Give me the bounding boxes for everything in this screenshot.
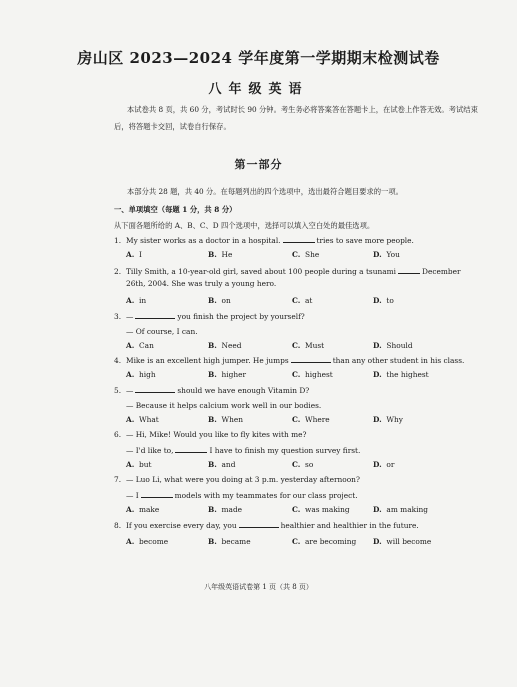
question-text: — Hi, Mike! Would you like to fly kites with me? [126, 430, 307, 439]
question-number: 3. [114, 312, 122, 321]
option-letter: B. [208, 370, 217, 379]
question-text-continued: — Because it helps calcium work well in our bodies. [126, 401, 322, 410]
part-title: 第一部分 [234, 158, 283, 171]
question-3 [114, 310, 490, 338]
question-text-continued: models with my teammates for our class project. [174, 491, 358, 500]
option-letter: D. [373, 505, 382, 514]
option-letter: A. [126, 415, 135, 424]
question-number: 7. [114, 475, 122, 484]
option-text: became [221, 537, 251, 546]
option-letter: B. [208, 537, 217, 546]
option-text: in [139, 296, 147, 305]
option-letter: B. [208, 505, 217, 514]
question-text: healthier and healthier in the future. [280, 521, 419, 530]
question-1 [114, 234, 490, 247]
answer-blank [291, 354, 331, 363]
exam-title: 房山区 2023—2024 学年度第一学期期末检测试卷 [77, 49, 440, 67]
dialogue-dash: — [126, 386, 134, 395]
option-text: become [139, 537, 169, 546]
answer-blank [141, 489, 173, 498]
part-note: 本部分共 28 题，共 40 分。在每题列出的四个选项中，选出最符合题目要求的一项。 [127, 187, 403, 196]
option-text: Can [139, 341, 154, 350]
question-number: 4. [114, 356, 122, 365]
question-text-continued: 26th, 2004. She was truly a young hero. [126, 279, 277, 288]
option-text: will become [386, 537, 432, 546]
option-letter: D. [373, 296, 382, 305]
question-2 [114, 265, 490, 290]
option-text: on [221, 296, 231, 305]
option-letter: D. [373, 537, 382, 546]
question-8 [114, 519, 490, 532]
answer-blank [239, 519, 279, 528]
option-text: make [139, 505, 160, 514]
option-text: am making [386, 505, 428, 514]
option-letter: C. [292, 341, 301, 350]
option-text: What [139, 415, 159, 424]
option-letter: D. [373, 370, 382, 379]
option-text: and [221, 460, 236, 469]
question-number: 6. [114, 430, 122, 439]
option-text: but [139, 460, 152, 469]
option-letter: B. [208, 296, 217, 305]
question-text: My sister works as a doctor in a hospital. [126, 236, 281, 245]
question-text-continued: — I [126, 491, 139, 500]
answer-blank [135, 310, 175, 319]
option-text: Should [386, 341, 413, 350]
option-letter: C. [292, 460, 301, 469]
option-text: Need [221, 341, 242, 350]
answer-blank [398, 265, 420, 274]
option-text: to [386, 296, 394, 305]
option-letter: A. [126, 460, 135, 469]
option-letter: C. [292, 537, 301, 546]
option-letter: A. [126, 505, 135, 514]
option-letter: D. [373, 460, 382, 469]
question-number: 5. [114, 386, 122, 395]
question-4 [114, 354, 490, 367]
question-text: Mike is an excellent high jumper. He jumps [126, 356, 289, 365]
option-letter: A. [126, 370, 135, 379]
answer-blank [283, 234, 315, 243]
exam-subtitle: 八年级英语 [208, 82, 309, 97]
option-text: He [221, 250, 233, 259]
question-text: should we have enough Vitamin D? [177, 386, 310, 395]
dialogue-dash: — [126, 312, 134, 321]
answer-blank [135, 384, 175, 393]
question-text-continued: — Of course, I can. [126, 327, 198, 336]
option-letter: B. [208, 341, 217, 350]
question-text: Tilly Smith, a 10-year-old girl, saved about 100 people during a tsunami [126, 267, 397, 276]
option-letter: A. [126, 341, 135, 350]
question-text: December [422, 267, 461, 276]
option-letter: C. [292, 296, 301, 305]
answer-blank [175, 444, 207, 453]
section-heading: 一、单项填空（每题 1 分，共 8 分） [114, 205, 237, 214]
question-7 [114, 474, 490, 502]
page-footer: 八年级英语试卷第 1 页（共 8 页） [204, 583, 313, 591]
option-letter: A. [126, 250, 135, 259]
question-number: 1. [114, 236, 122, 245]
option-text: are becoming [305, 537, 357, 546]
question-text: you finish the project by yourself? [177, 312, 305, 321]
option-text: at [305, 296, 313, 305]
option-letter: A. [126, 537, 135, 546]
question-text: tries to save more people. [316, 236, 414, 245]
option-text: I [139, 250, 142, 259]
option-letter: C. [292, 370, 301, 379]
option-letter: D. [373, 341, 382, 350]
question-text-continued: — I'd like to, [126, 446, 174, 455]
option-text: higher [221, 370, 247, 379]
question-text: If you exercise every day, you [126, 521, 237, 530]
exam-instructions: 本试卷共 8 页，共 60 分，考试时长 90 分钟。考生务必将答案答在答题卡上，在试卷上作答无效。考试结束后，将答题卡交回，试卷自行保存。 [114, 105, 478, 131]
question-number: 2. [114, 267, 122, 276]
option-text: When [221, 415, 244, 424]
option-text: was making [305, 505, 350, 514]
option-letter: C. [292, 250, 301, 259]
option-letter: B. [208, 415, 217, 424]
option-text: made [221, 505, 243, 514]
question-text-continued: I have to finish my question survey first. [209, 446, 361, 455]
option-text: or [386, 460, 395, 469]
question-6 [114, 429, 490, 457]
option-letter: C. [292, 505, 301, 514]
question-text: than any other student in his class. [332, 356, 465, 365]
option-text: She [305, 250, 320, 259]
option-text: You [386, 250, 400, 259]
question-text: — Luo Li, what were you doing at 3 p.m. yesterday afternoon? [126, 475, 360, 484]
option-text: high [139, 370, 156, 379]
question-number: 8. [114, 521, 122, 530]
option-letter: C. [292, 415, 301, 424]
option-letter: D. [373, 415, 382, 424]
section-direction: 从下面各题所给的 A、B、C、D 四个选项中，选择可以填入空白处的最佳选项。 [114, 221, 375, 230]
option-letter: B. [208, 250, 217, 259]
option-text: so [305, 460, 314, 469]
option-text: Why [386, 415, 403, 424]
option-letter: B. [208, 460, 217, 469]
option-text: the highest [386, 370, 429, 379]
option-text: highest [305, 370, 333, 379]
option-letter: A. [126, 296, 135, 305]
question-5 [114, 384, 490, 412]
option-text: Where [305, 415, 330, 424]
option-letter: D. [373, 250, 382, 259]
option-text: Must [305, 341, 325, 350]
